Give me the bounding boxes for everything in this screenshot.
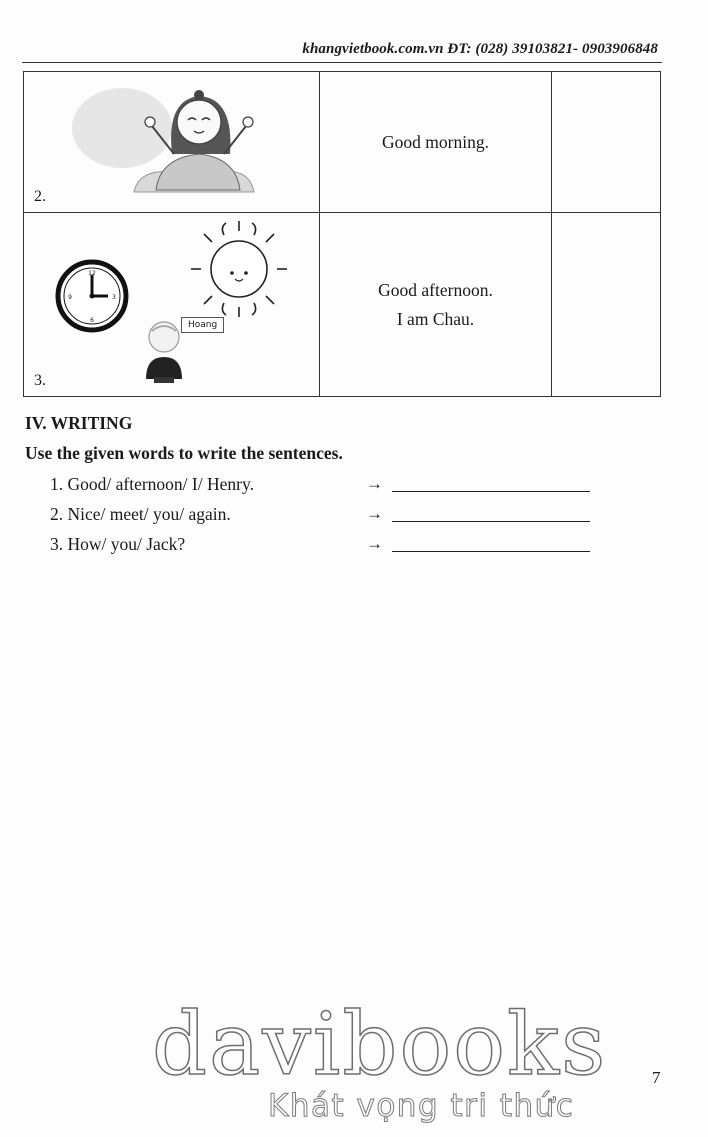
page-header: khangvietbook.com.vn ĐT: (028) 39103821- 0903906848	[302, 41, 658, 57]
phrase-line: I am Chau.	[396, 308, 475, 329]
svg-text:6: 6	[90, 317, 94, 324]
answer-line-1[interactable]	[392, 491, 590, 492]
phrase-line: Good morning.	[382, 131, 489, 152]
answer-cell	[552, 213, 661, 397]
arrow-icon: →	[366, 504, 383, 523]
instruction: Use the given words to write the sentences.	[25, 443, 343, 463]
matching-table	[23, 71, 661, 397]
phrase-line: Good afternoon.	[378, 279, 493, 300]
arrow-icon: →	[366, 474, 383, 493]
prompt-1: 1. Good/ afternoon/ I/ Henry.	[50, 474, 254, 494]
svg-text:9: 9	[68, 294, 72, 301]
answer-line-3[interactable]	[392, 551, 590, 552]
table-row	[24, 72, 661, 213]
svg-text:3: 3	[112, 294, 116, 301]
header-rule	[22, 62, 662, 63]
name-tag: Hoang	[181, 317, 224, 333]
row-number: 2.	[34, 188, 46, 205]
page-number: 7	[652, 1068, 661, 1087]
prompt-3: 3. How/ you/ Jack?	[50, 534, 186, 554]
clock-icon	[54, 257, 130, 335]
arrow-icon: →	[366, 534, 383, 553]
phrase-cell	[320, 72, 552, 213]
picture-cell	[24, 213, 320, 397]
watermark-tagline: Khát vọng tri thức	[268, 1088, 575, 1124]
table-row	[24, 213, 661, 397]
section-title: IV. WRITING	[25, 413, 133, 433]
row-number: 3.	[34, 372, 46, 389]
girl-waking-up-icon	[64, 80, 294, 202]
phrase-cell	[320, 213, 552, 397]
answer-cell	[552, 72, 661, 213]
sun-icon	[184, 217, 294, 321]
watermark-brand: davibooks	[152, 995, 608, 1095]
answer-line-2[interactable]	[392, 521, 590, 522]
picture-cell	[24, 72, 320, 213]
svg-text:12: 12	[88, 270, 96, 277]
prompt-2: 2. Nice/ meet/ you/ again.	[50, 504, 231, 524]
